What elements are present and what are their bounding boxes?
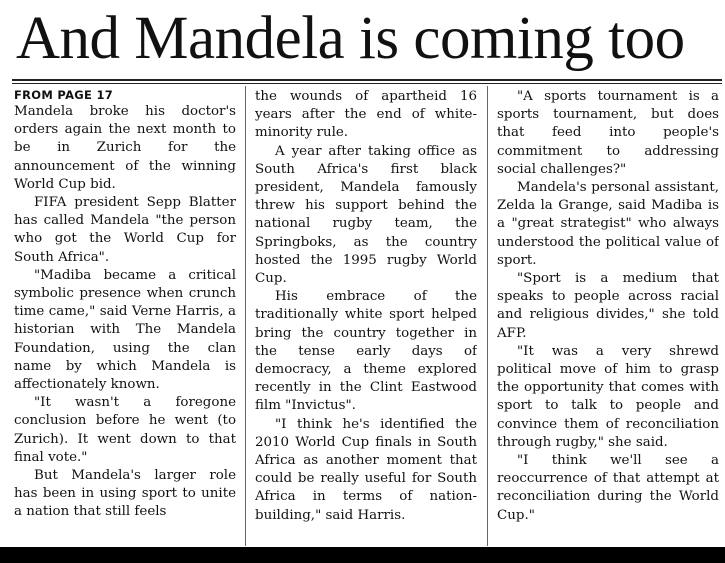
article-column-1 — [14, 88, 236, 546]
paragraph: Mandela's personal assistant, Zelda la Grange, said Madiba is a "great strategist" who always understood the political value of sport. — [497, 180, 719, 268]
paragraph: "Sport is a medium that speaks to people across racial and religious divides," she told AFP. — [497, 271, 719, 341]
paragraph: Mandela broke his doctor's orders again the next month to be in Zurich for the announcement of the winning World Cup bid. — [14, 104, 236, 192]
column-divider — [245, 86, 246, 546]
paragraph: "Madiba became a critical symbolic presence when crunch time came," said Verne Harris, a historian with The Mandela Foundation, using the clan name by which Mandela is affectionately known. — [14, 267, 236, 393]
paragraph: His embrace of the traditionally white sport helped bring the country together in the tense early days of democracy, a theme explored recently in the Clint Eastwood film "Invictus". — [255, 289, 477, 414]
article-column-2 — [255, 88, 477, 546]
article-column-3 — [497, 88, 719, 546]
headline: And Mandela is coming too — [16, 5, 685, 72]
scan-border — [0, 547, 725, 563]
paragraph: "I think he's identified the 2010 World Cup finals in South Africa as another moment that could be really useful for South Africa in terms of nation-building," said Harris. — [255, 416, 477, 523]
column-divider — [487, 86, 488, 546]
headline-rule — [12, 79, 722, 81]
headline-rule-thin — [12, 83, 722, 84]
paragraph: A year after taking office as South Africa's first black president, Mandela famously threw his support behind the national rugby team, the Springboks, as the country hosted the 1995 rugby World Cup. — [255, 143, 477, 287]
paragraph: "It wasn't a foregone conclusion before he went (to Zurich). It went down to that final vote." — [14, 395, 236, 465]
paragraph: "It was a very shrewd political move of him to grasp the opportunity that comes with sport to talk to people and convince them of reconciliation through rugby," she said. — [497, 343, 719, 450]
paragraph: the wounds of apartheid 16 years after the end of white-minority rule. — [255, 89, 477, 141]
continued-from-label: FROM PAGE 17 — [14, 88, 114, 102]
paragraph: "I think we'll see a reoccurrence of that attempt at reconciliation during the World Cup." — [497, 453, 719, 523]
paragraph: "A sports tournament is a sports tournament, but does that feed into people's commitment to addressing social challenges?" — [497, 89, 719, 177]
paragraph: But Mandela's larger role has been in using sport to unite a nation that still feels — [14, 468, 236, 520]
paragraph: FIFA president Sepp Blatter has called Mandela "the person who got the World Cup for South Africa". — [14, 195, 236, 265]
